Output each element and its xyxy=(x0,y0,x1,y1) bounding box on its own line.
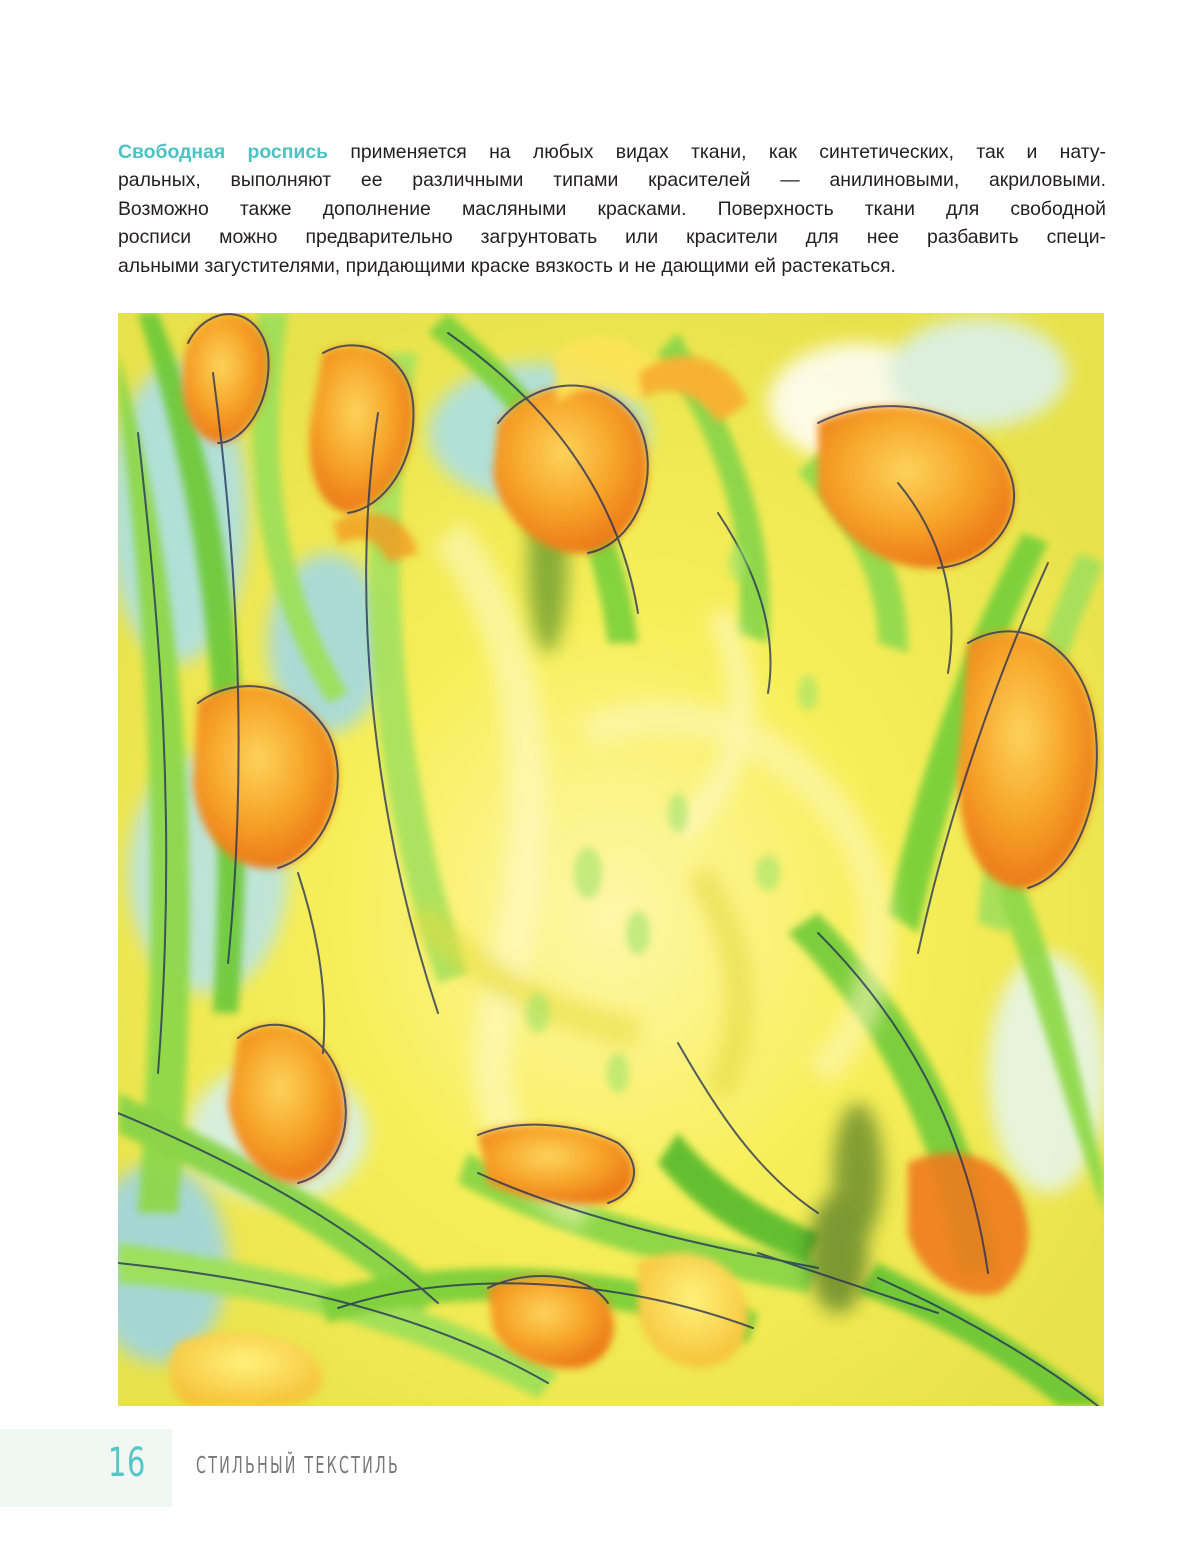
intro-line-2: ральных, выполняют ее различными типами красителей — анилиновыми, акриловыми. xyxy=(118,169,1106,192)
intro-line-1-text: применяется на любых видах ткани, как синтетических, так и нату- xyxy=(328,141,1106,163)
highlighted-term: Свободная роспись xyxy=(118,141,329,163)
intro-line-3: Возможно также дополнение масляными красками. Поверхность ткани для свободной xyxy=(118,197,1106,220)
intro-line-4: росписи можно предварительно загрунтовать или красители для нее разбавить специ- xyxy=(118,226,1106,249)
page-number: 16 xyxy=(108,1440,147,1486)
intro-line-5: альными загустителями, придающими краске вязкость и не дающими ей растекаться. xyxy=(118,254,896,277)
intro-paragraph xyxy=(118,138,1106,280)
footer-color-block xyxy=(0,1429,172,1507)
silk-painting-illustration xyxy=(118,313,1104,1406)
painted-silk-tulips-photo xyxy=(118,313,1104,1406)
running-title: СТИЛЬНЫЙ ТЕКСТИЛЬ xyxy=(196,1453,400,1479)
intro-line-1 xyxy=(118,138,1106,166)
